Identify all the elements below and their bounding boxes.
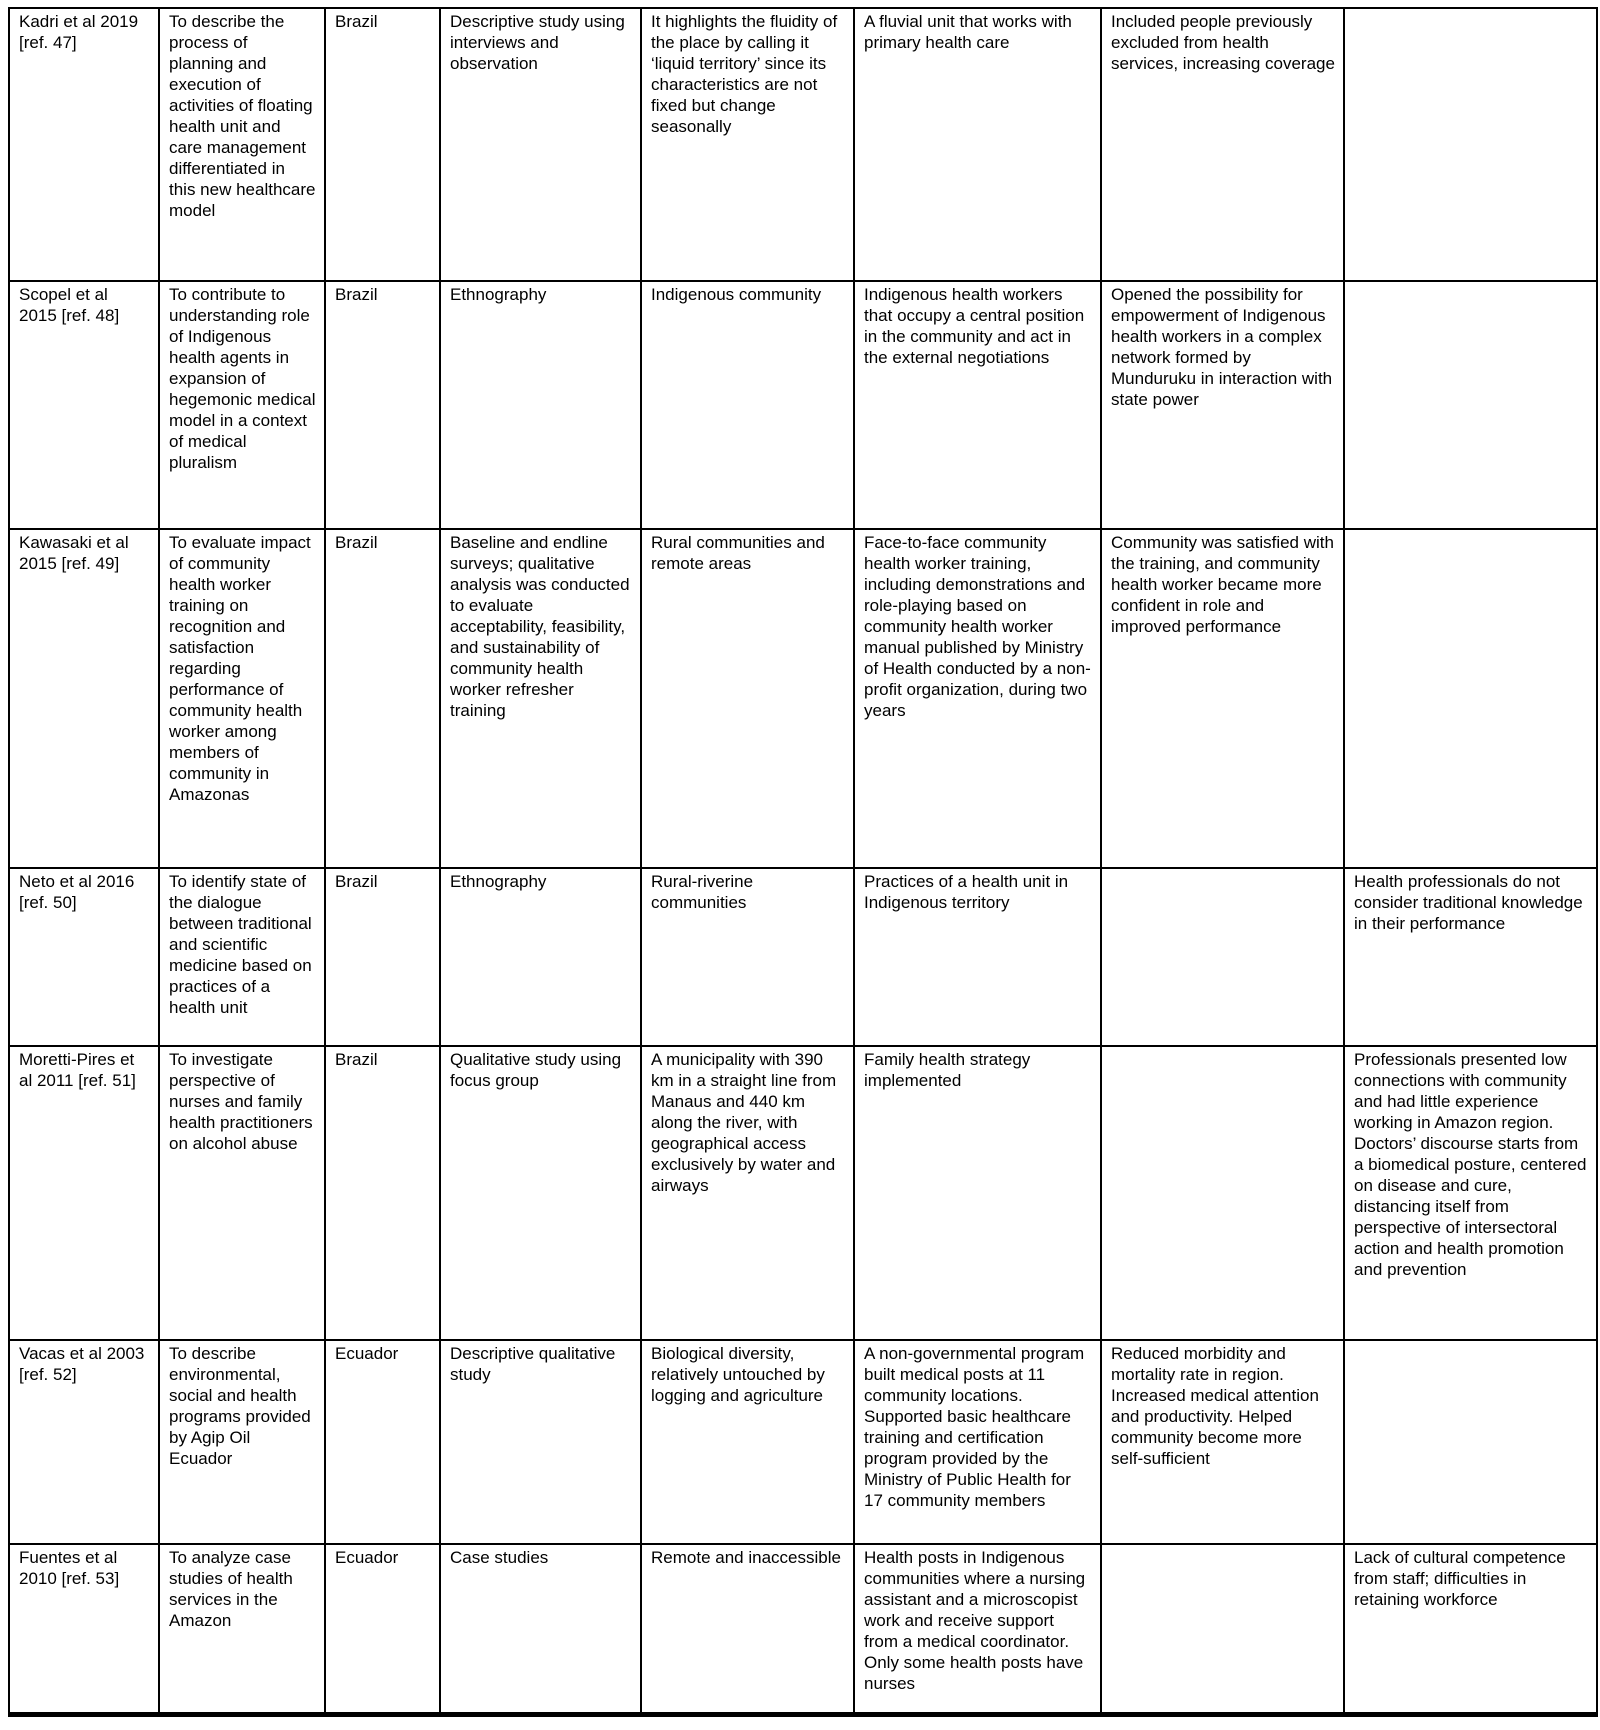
- cell-text: Baseline and endline surveys; qualitative analysis was conducted to evaluate acceptability, feasibility, and sustainability of community health worker refresher training: [450, 533, 630, 720]
- table-cell-r3-c6: [854, 529, 1101, 868]
- cell-text: Indigenous health workers that occupy a central position in the community and act in the external negotiations: [864, 285, 1085, 367]
- cell-text: Fuentes et al 2010 [ref. 53]: [19, 1548, 120, 1588]
- table-cell-r3-c8: [1344, 529, 1597, 868]
- table-cell-r7-c1: [9, 1544, 159, 1714]
- cell-text: To evaluate impact of community health worker training on recognition and satisfaction regarding performance of community health worker among members of community in Amazonas: [169, 533, 311, 804]
- cell-text: Ethnography: [450, 872, 547, 891]
- table-cell-r7-c8: [1344, 1544, 1597, 1714]
- table-cell-r5-c8: [1344, 1046, 1597, 1340]
- cell-text: Indigenous community: [651, 285, 822, 304]
- cell-text: Reduced morbidity and mortality rate in region. Increased medical attention and productivity. Helped community become more self-sufficient: [1111, 1344, 1319, 1468]
- table-cell-r5-c7: [1101, 1046, 1344, 1340]
- cell-text: Biological diversity, relatively untouched by logging and agriculture: [651, 1344, 825, 1405]
- table-cell-r4-c6: [854, 868, 1101, 1046]
- cell-text: Included people previously excluded from health services, increasing coverage: [1111, 12, 1335, 73]
- cell-text: Qualitative study using focus group: [450, 1050, 622, 1090]
- cell-text: Lack of cultural competence from staff; difficulties in retaining workforce: [1354, 1548, 1566, 1609]
- cell-text: Remote and inaccessible: [651, 1548, 841, 1567]
- cell-text: A non-governmental program built medical posts at 11 community locations. Supported basic healthcare training and certification program provided by the Ministry of Public Health for 17 community members: [864, 1344, 1085, 1510]
- cell-text: To investigate perspective of nurses and family health practitioners on alcohol abuse: [169, 1050, 313, 1153]
- cell-text: To identify state of the dialogue between traditional and scientific medicine based on practices of a health unit: [169, 872, 312, 1017]
- table-cell-r6-c1: [9, 1340, 159, 1544]
- cell-text: Family health strategy implemented: [864, 1050, 1031, 1090]
- table-cell-r4-c7: [1101, 868, 1344, 1046]
- table-cell-r1-c6: [854, 8, 1101, 281]
- table-cell-r4-c4: [440, 868, 641, 1046]
- table-cell-r6-c7: [1101, 1340, 1344, 1544]
- table-cell-r7-c2: [159, 1544, 325, 1714]
- table-row: [9, 529, 1597, 868]
- table-cell-r2-c1: [9, 281, 159, 529]
- cell-text: Ethnography: [450, 285, 547, 304]
- cell-text: Community was satisfied with the training, and community health worker became more confident in role and improved performance: [1111, 533, 1334, 636]
- cell-text: A municipality with 390 km in a straight line from Manaus and 440 km along the river, with geographical access exclusively by water and airways: [651, 1050, 837, 1195]
- cell-text: Descriptive study using interviews and observation: [450, 12, 625, 73]
- cell-text: Professionals presented low connections with community and had little experience working in Amazon region. Doctors’ discourse starts from a biomedical posture, centered on disease and cure, distancing itself from perspective of intersectoral action and health promotion and prevention: [1354, 1050, 1587, 1279]
- cell-text: Opened the possibility for empowerment of Indigenous health workers in a complex network formed by Munduruku in interaction with state power: [1111, 285, 1333, 409]
- table-cell-r4-c1: [9, 868, 159, 1046]
- cell-text: Brazil: [335, 285, 378, 304]
- table-cell-r2-c4: [440, 281, 641, 529]
- cell-text: To describe the process of planning and execution of activities of floating health unit and care management differentiated in this new healthcare model: [169, 12, 316, 220]
- table-cell-r5-c2: [159, 1046, 325, 1340]
- table-cell-r2-c6: [854, 281, 1101, 529]
- studies-review-table: [8, 7, 1598, 1717]
- cell-text: Vacas et al 2003 [ref. 52]: [19, 1344, 145, 1384]
- table-cell-r1-c2: [159, 8, 325, 281]
- cell-text: To describe environmental, social and health programs provided by Agip Oil Ecuador: [169, 1344, 311, 1468]
- table-cell-r5-c1: [9, 1046, 159, 1340]
- cell-text: It highlights the fluidity of the place by calling it ‘liquid territory’ since its characteristics are not fixed but change seasonally: [651, 12, 838, 136]
- table-cell-r7-c6: [854, 1544, 1101, 1714]
- table-cell-r3-c7: [1101, 529, 1344, 868]
- table-cell-r6-c6: [854, 1340, 1101, 1544]
- cell-text: Moretti-Pires et al 2011 [ref. 51]: [19, 1050, 136, 1090]
- table-cell-r6-c3: [325, 1340, 440, 1544]
- cell-text: To contribute to understanding role of Indigenous health agents in expansion of hegemonic medical model in a context of medical pluralism: [169, 285, 316, 472]
- table-cell-r2-c5: [641, 281, 854, 529]
- cell-text: Kadri et al 2019 [ref. 47]: [19, 12, 139, 52]
- table-cell-r7-c5: [641, 1544, 854, 1714]
- table-cell-r1-c5: [641, 8, 854, 281]
- table-cell-r2-c7: [1101, 281, 1344, 529]
- table-cell-r6-c2: [159, 1340, 325, 1544]
- table-cell-r5-c3: [325, 1046, 440, 1340]
- table-cell-r6-c5: [641, 1340, 854, 1544]
- cell-text: Ecuador: [335, 1548, 399, 1567]
- table-cell-r2-c3: [325, 281, 440, 529]
- table-row: [9, 281, 1597, 529]
- table-cell-r4-c2: [159, 868, 325, 1046]
- table-cell-r1-c4: [440, 8, 641, 281]
- table-cell-r1-c8: [1344, 8, 1597, 281]
- table-row: [9, 1544, 1597, 1714]
- table-cell-r4-c8: [1344, 868, 1597, 1046]
- table-cell-r5-c6: [854, 1046, 1101, 1340]
- table-row: [9, 1046, 1597, 1340]
- table-cell-r6-c4: [440, 1340, 641, 1544]
- cell-text: Health professionals do not consider traditional knowledge in their performance: [1354, 872, 1583, 933]
- table-cell-r3-c5: [641, 529, 854, 868]
- table-row: [9, 1340, 1597, 1544]
- table-cell-r7-c7: [1101, 1544, 1344, 1714]
- table-cell-r5-c5: [641, 1046, 854, 1340]
- table-row: [9, 8, 1597, 281]
- table-cell-r4-c3: [325, 868, 440, 1046]
- table-body: [9, 8, 1597, 1714]
- table-cell-r3-c1: [9, 529, 159, 868]
- cell-text: Brazil: [335, 533, 378, 552]
- table-cell-r4-c5: [641, 868, 854, 1046]
- cell-text: Case studies: [450, 1548, 549, 1567]
- cell-text: Face-to-face community health worker training, including demonstrations and role-playing based on community health worker manual published by Ministry of Health conducted by a non-profit organization, during two years: [864, 533, 1091, 720]
- table-cell-r3-c4: [440, 529, 641, 868]
- cell-text: Kawasaki et al 2015 [ref. 49]: [19, 533, 129, 573]
- table-cell-r6-c8: [1344, 1340, 1597, 1544]
- cell-text: Brazil: [335, 12, 378, 31]
- table-cell-r5-c4: [440, 1046, 641, 1340]
- cell-text: Descriptive qualitative study: [450, 1344, 616, 1384]
- table-cell-r1-c1: [9, 8, 159, 281]
- table-cell-r2-c2: [159, 281, 325, 529]
- table-cell-r7-c4: [440, 1544, 641, 1714]
- cell-text: Neto et al 2016 [ref. 50]: [19, 872, 135, 912]
- cell-text: A fluvial unit that works with primary health care: [864, 12, 1072, 52]
- cell-text: Brazil: [335, 872, 378, 891]
- cell-text: Ecuador: [335, 1344, 399, 1363]
- cell-text: Scopel et al 2015 [ref. 48]: [19, 285, 120, 325]
- cell-text: To analyze case studies of health services in the Amazon: [169, 1548, 293, 1630]
- table-row: [9, 868, 1597, 1046]
- table-cell-r3-c2: [159, 529, 325, 868]
- table-cell-r1-c7: [1101, 8, 1344, 281]
- table-cell-r7-c3: [325, 1544, 440, 1714]
- cell-text: Rural communities and remote areas: [651, 533, 825, 573]
- cell-text: Rural-riverine communities: [651, 872, 754, 912]
- cell-text: Brazil: [335, 1050, 378, 1069]
- table-cell-r2-c8: [1344, 281, 1597, 529]
- table-cell-r3-c3: [325, 529, 440, 868]
- cell-text: Practices of a health unit in Indigenous territory: [864, 872, 1069, 912]
- cell-text: Health posts in Indigenous communities where a nursing assistant and a microscopist work and receive support from a medical coordinator. Only some health posts have nurses: [864, 1548, 1086, 1693]
- table-cell-r1-c3: [325, 8, 440, 281]
